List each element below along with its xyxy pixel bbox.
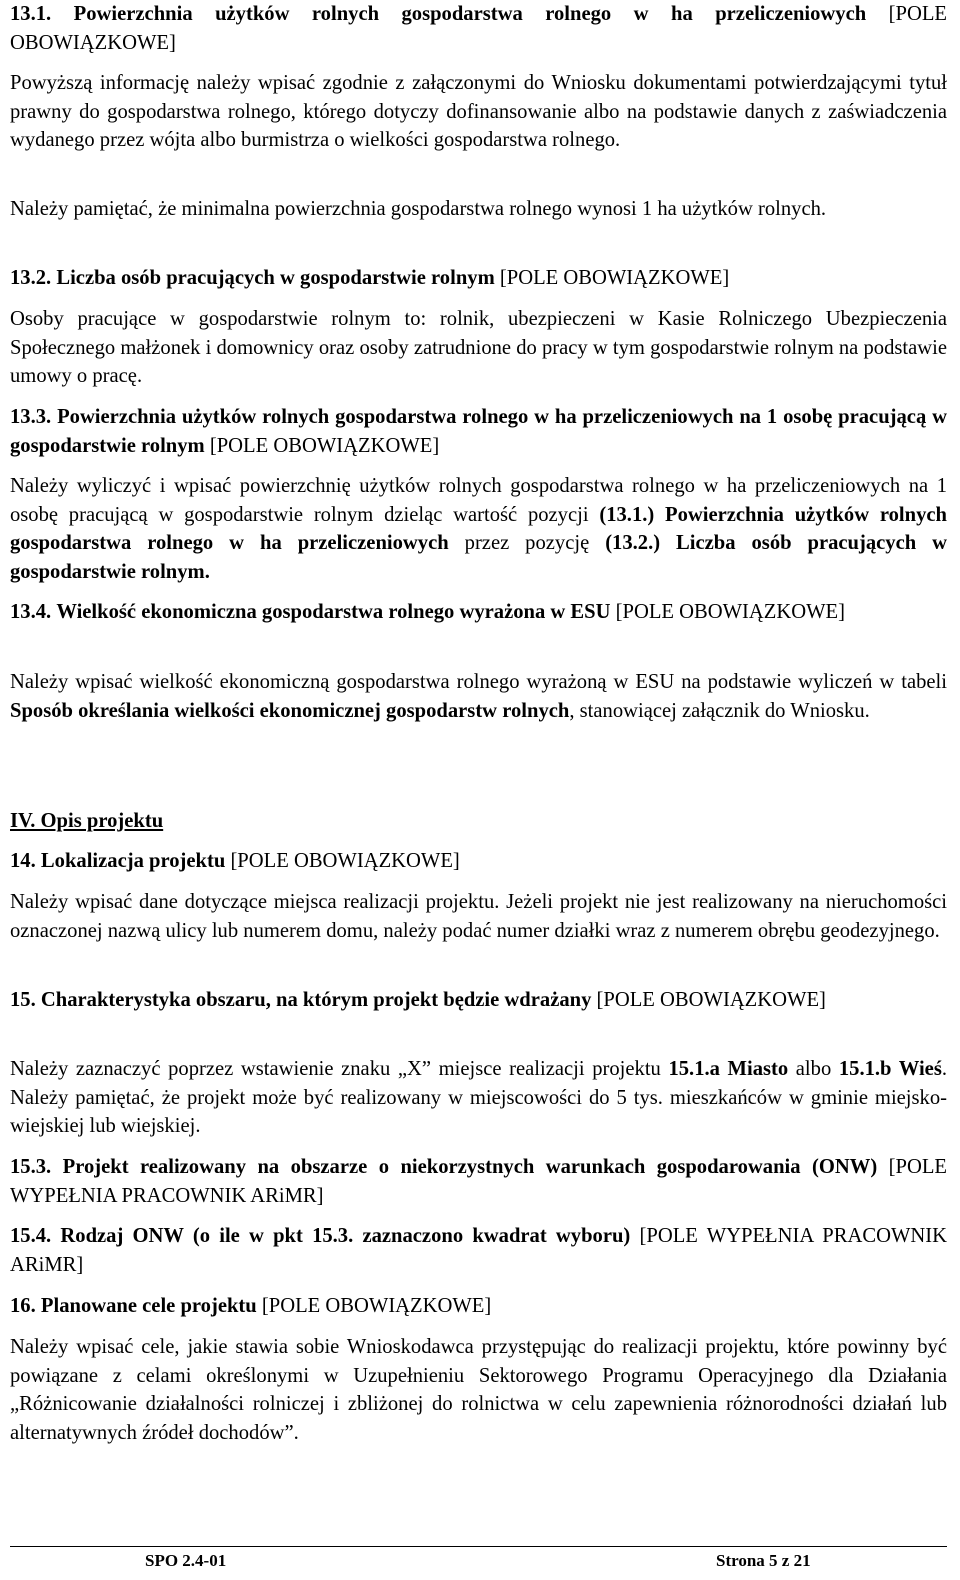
section-16: [10, 1292, 947, 1321]
section-heading: [10, 1292, 947, 1321]
section-title: Charakterystyka obszaru, na którym projekt będzie wdrażany: [40, 989, 592, 1011]
section-number: 13.1.: [10, 3, 52, 25]
section-number: 15.: [10, 989, 36, 1011]
text: . Należy pamiętać, że projekt może być realizowany w miejscowości do 5 tys. mieszkańców w gminie miejsko-wiejskiej lub wiejskiej.: [10, 1058, 947, 1137]
section-title: Wielkość ekonomiczna gospodarstwa rolnego wyrażona w ESU: [56, 601, 611, 623]
text: albo: [795, 1058, 832, 1080]
reference: (13.2.) Liczba osób pracujących w gospodarstwie rolnym.: [10, 532, 948, 583]
section-title: Lokalizacja projektu: [40, 850, 226, 872]
paragraph: Należy wpisać dane dotyczące miejsca realizacji projektu. Jeżeli projekt nie jest realizowany na nieruchomości oznaczonej nazwą ulicy lub numerem domu, należy podać numer działki wraz z numerem obrębu geodezyjnego.: [10, 891, 947, 942]
paragraph: Powyższą informację należy wpisać zgodnie z załączonymi do Wniosku dokumentami potwierdzającymi tytuł prawny do gospodarstwa rolnego, którego dotyczy dofinansowanie albo na podstawie danych z zaświadczenia wydanego przez wójta albo burmistrza o wielkości gospodarstwa rolnego.: [10, 72, 947, 151]
section-number: 13.2.: [10, 267, 52, 289]
section-number: 13.3.: [10, 406, 52, 428]
field-tag: [POLE WYPEŁNIA PRACOWNIK ARiMR]: [10, 1225, 948, 1276]
section-heading: [10, 1153, 947, 1210]
text: Należy wpisać wielkość ekonomiczną gospodarstwa rolnego wyrażoną w ESU na podstawie wyliczeń w tabeli: [10, 671, 947, 693]
section-15-4: [10, 1222, 947, 1279]
part-iv: [10, 807, 947, 836]
option-miasto: 15.1.a Miasto: [668, 1058, 789, 1080]
paragraph: Należy pamiętać, że minimalna powierzchnia gospodarstwa rolnego wynosi 1 ha użytków rolnych.: [10, 198, 827, 220]
section-title: Liczba osób pracujących w gospodarstwie rolnym: [56, 267, 495, 289]
section-13-4-body: [10, 668, 947, 725]
text: Należy zaznaczyć poprzez wstawienie znaku „X” miejsce realizacji projektu: [10, 1058, 661, 1080]
section-number: 14.: [10, 850, 36, 872]
section-number: 15.3.: [10, 1156, 52, 1178]
part-title: [10, 807, 947, 836]
section-title: Projekt realizowany na obszarze o niekorzystnych warunkach gospodarowania (ONW): [62, 1156, 878, 1178]
section-title: Rodzaj ONW (o ile w pkt 15.3. zaznaczono kwadrat wyboru): [60, 1225, 631, 1247]
field-tag: [POLE OBOWIĄZKOWE]: [209, 434, 440, 457]
text: Należy wyliczyć i wpisać powierzchnię użytków rolnych gospodarstwa rolnego w ha przeliczeniowych na 1 osobę pracującą w gospodarstwie rolnym dzieląc wartość pozycji: [10, 475, 947, 526]
section-13-3-body: [10, 472, 947, 586]
field-tag: [POLE OBOWIĄZKOWE]: [261, 1295, 492, 1317]
section-title: Powierzchnia użytków rolnych gospodarstwa rolnego w ha przeliczeniowych: [73, 3, 867, 25]
field-tag: [POLE OBOWIĄZKOWE]: [10, 3, 948, 54]
field-tag: [POLE OBOWIĄZKOWE]: [615, 601, 845, 623]
part-heading: IV. Opis projektu: [10, 810, 164, 832]
paragraph: Osoby pracujące w gospodarstwie rolnym to: rolnik, ubezpieczeni w Kasie Rolniczego Ubezpieczenia Społecznego małżonek i domownicy oraz osoby zatrudnione do pracy w tym gospodarstwie rolnym na podstawie umowy o pracę.: [10, 308, 947, 387]
section-14-body: [10, 888, 947, 945]
section-13-2-body: [10, 305, 947, 391]
paragraph: Należy wpisać cele, jakie stawia sobie Wnioskodawca przystępując do realizacji projektu, które powinny być powiązane z celami określonymi w Uzupełnieniu Sektorowego Programu Operacyjnego dla Działania „Różnicowanie działalności rolniczej i zbliżonej do rolnictwa w celu zapewnienia różnorodności działań lub alternatywnych źródeł dochodów”.: [10, 1336, 947, 1444]
section-13-4: [10, 598, 947, 627]
section-heading: [10, 598, 947, 627]
paragraph: [10, 668, 947, 725]
section-15-3: [10, 1153, 947, 1210]
section-13-1-note: [10, 195, 947, 224]
section-13-2: [10, 264, 947, 293]
text: przez pozycję: [464, 532, 590, 554]
field-tag: [POLE OBOWIĄZKOWE]: [230, 850, 460, 872]
section-number: 15.4.: [10, 1225, 52, 1247]
section-14: [10, 847, 947, 876]
field-tag: [POLE OBOWIĄZKOWE]: [499, 267, 730, 289]
section-13-1-body: [10, 69, 947, 155]
section-16-body: [10, 1333, 947, 1447]
section-15: [10, 986, 947, 1015]
reference: (13.1.) Powierzchnia użytków rolnych gospodarstwa rolnego w ha przeliczeniowych: [10, 503, 948, 554]
section-title: Planowane cele projektu: [40, 1295, 257, 1317]
text: , stanowiącej załącznik do Wniosku.: [569, 699, 870, 722]
doc-code: SPO 2.4-01: [145, 1551, 227, 1570]
section-13-3: [10, 403, 947, 460]
paragraph: [10, 1055, 947, 1141]
field-tag: [POLE WYPEŁNIA PRACOWNIK ARiMR]: [10, 1156, 947, 1207]
section-number: 16.: [10, 1295, 36, 1317]
section-13-1: [10, 0, 947, 57]
section-15-body: [10, 1055, 947, 1141]
section-heading: [10, 403, 947, 460]
paragraph: [10, 472, 947, 586]
section-heading: [10, 0, 947, 57]
section-heading: [10, 264, 947, 293]
field-tag: [POLE OBOWIĄZKOWE]: [596, 989, 826, 1011]
section-title: Powierzchnia użytków rolnych gospodarstwa rolnego w ha przeliczeniowych na 1 osobę pracującą w gospodarstwie rolnym: [10, 406, 947, 457]
section-heading: [10, 847, 947, 876]
option-wies: 15.1.b Wieś: [838, 1058, 942, 1080]
reference: Sposób określania wielkości ekonomicznej gospodarstw rolnych: [10, 699, 570, 722]
section-number: 13.4.: [10, 601, 52, 623]
page-number: Strona 5 z 21: [716, 1551, 811, 1570]
section-heading: [10, 986, 947, 1015]
page-footer: [0, 1546, 960, 1580]
footer-rule: [10, 1546, 947, 1547]
section-heading: [10, 1222, 947, 1279]
